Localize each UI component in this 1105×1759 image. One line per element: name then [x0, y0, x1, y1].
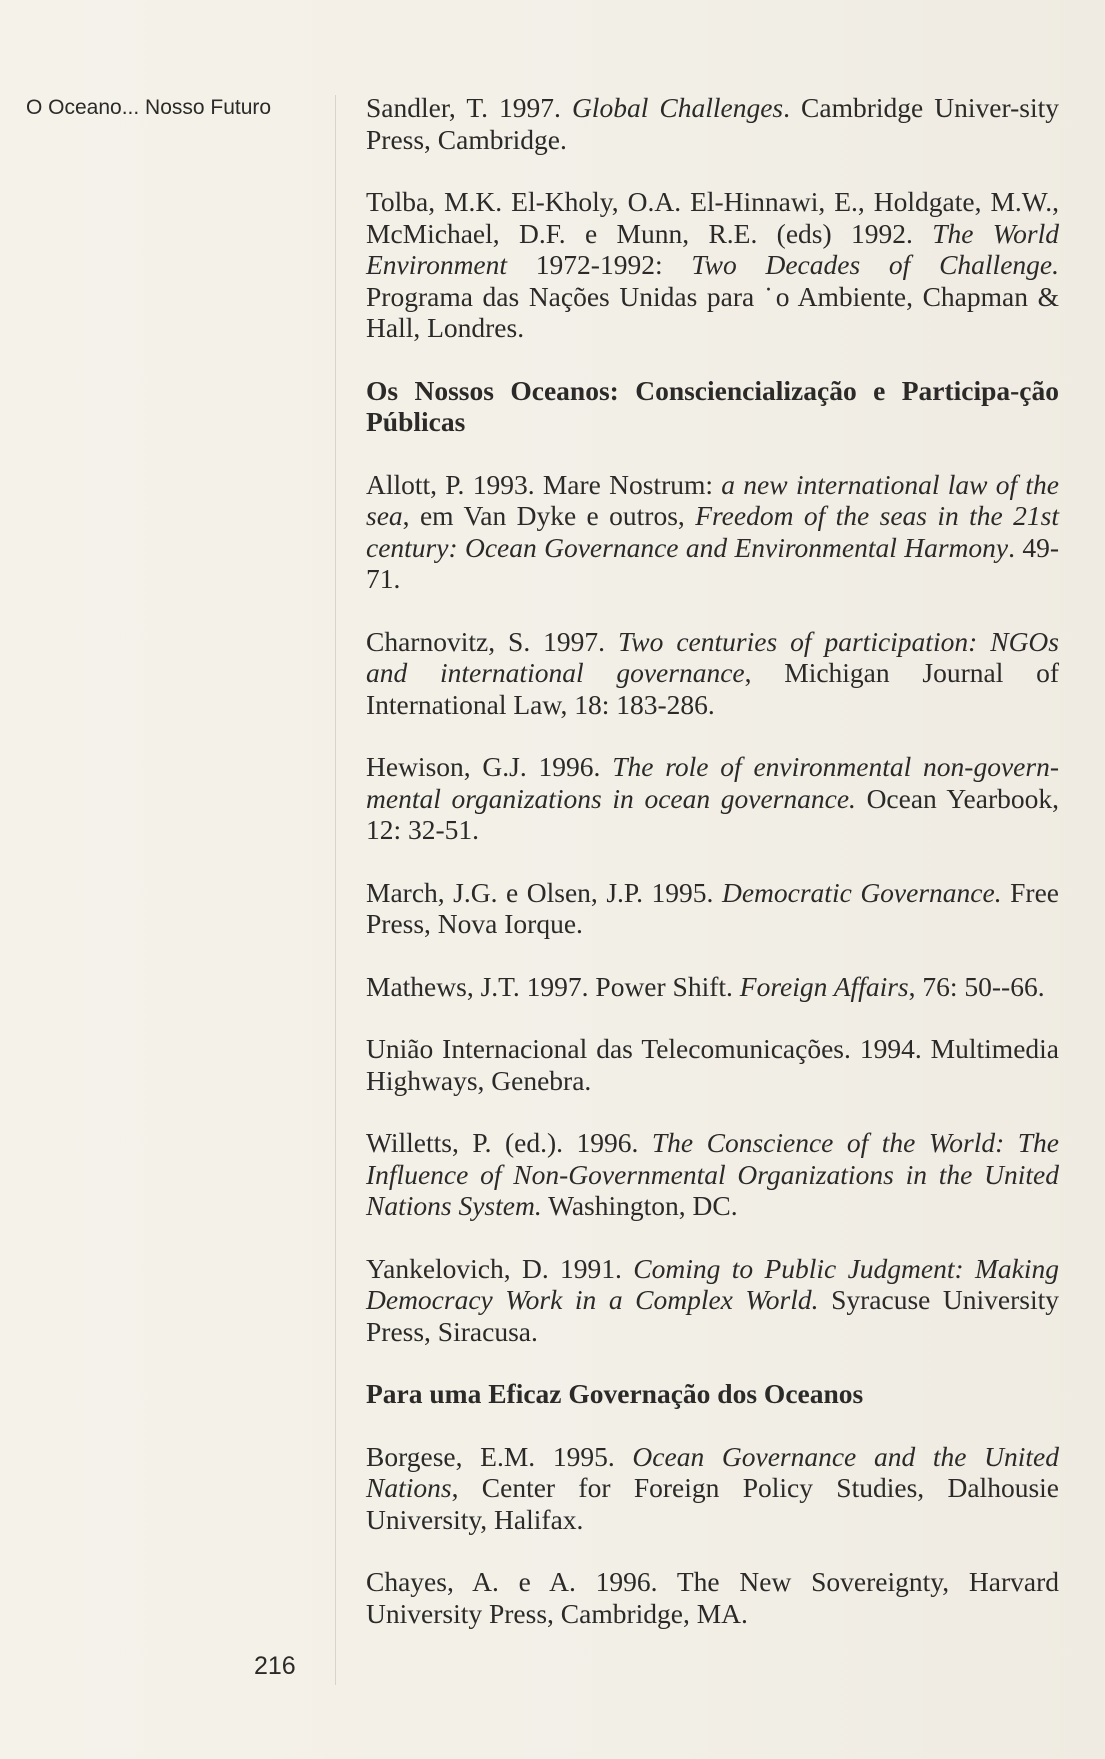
column-divider: [335, 95, 336, 1685]
reference-text: Borgese, E.M. 1995.: [366, 1440, 633, 1472]
reference-entry: [366, 469, 1059, 595]
reference-text: Charnovitz, S. 1997.: [366, 625, 619, 657]
reference-text: União Internacional das Telecomunicações. 1994. Multimedia Highways, Genebra.: [366, 1033, 1059, 1096]
reference-text: . 49-71.: [366, 531, 1059, 594]
reference-text: Chayes, A. e A. 1996. The New Sovereignty, Harvard University Press, Cambridge, MA.: [366, 1566, 1059, 1629]
reference-title-italic: Coming to Public Judgment: Making Democracy Work in a Complex World.: [366, 1252, 1059, 1315]
reference-title-italic: Ocean Governance and the United Nations: [366, 1440, 1059, 1503]
section-heading: Os Nossos Oceanos: Consciencialização e Participa-ção Públicas: [366, 374, 1059, 437]
reference-text: , 76: 50--66.: [908, 970, 1045, 1002]
reference-entry: [366, 92, 1059, 155]
reference-title-italic: Foreign Affairs: [739, 970, 909, 1002]
reference-entry: [366, 1441, 1059, 1536]
reference-title-italic: Two centuries of participation: NGOs and international governance: [366, 625, 1059, 688]
reference-title-italic: The role of environmental non-govern-mental organizations in ocean governance.: [366, 751, 1059, 814]
reference-text: Washington, DC.: [541, 1190, 738, 1221]
reference-text: Programa das Nações Unidas para ˙o Ambiente, Chapman & Hall, Londres.: [366, 280, 1059, 343]
reference-text: . Cambridge Univer-sity Press, Cambridge.: [366, 92, 1059, 155]
reference-text: Allott, P. 1993. Mare Nostrum:: [366, 468, 722, 500]
reference-entry: [366, 1033, 1059, 1096]
reference-title-italic: Two Decades of Challenge.: [691, 249, 1059, 280]
reference-text: Ocean Yearbook, 12: 32-51.: [366, 782, 1059, 845]
reference-entry: [366, 877, 1059, 940]
reference-text: Syracuse University Press, Siracusa.: [366, 1284, 1059, 1347]
reference-entry: [366, 1566, 1059, 1629]
reference-entry: [366, 971, 1059, 1003]
reference-title-italic: Democratic Governance.: [721, 876, 1002, 908]
reference-entry: [366, 626, 1059, 721]
page-number: 216: [254, 1652, 296, 1680]
reference-text: , em Van Dyke e outros,: [402, 500, 696, 531]
section-heading: Para uma Eficaz Governação dos Oceanos: [366, 1378, 864, 1409]
reference-title-italic: Global Challenges: [571, 92, 784, 123]
reference-title-italic: The World Environment: [366, 217, 1059, 280]
reference-text: Mathews, J.T. 1997. Power Shift.: [366, 970, 740, 1002]
reference-entry: [366, 186, 1059, 344]
reference-text: Yankelovich, D. 1991.: [366, 1252, 634, 1284]
bibliography-column: [366, 92, 1059, 1660]
reference-text: 1972-1992:: [507, 249, 692, 280]
reference-text: , Michigan Journal of International Law, 18: 183-286.: [366, 657, 1059, 720]
reference-entry: [366, 1253, 1059, 1348]
reference-title-italic: Freedom of the seas in the 21st century: Ocean Governance and Environmental Harmony: [366, 500, 1059, 563]
reference-text: Willetts, P. (ed.). 1996.: [366, 1127, 652, 1158]
reference-text: , Center for Foreign Policy Studies, Dalhousie University, Halifax.: [366, 1472, 1059, 1535]
reference-title-italic: a new international law of the sea: [366, 468, 1059, 531]
reference-text: Hewison, G.J. 1996.: [366, 751, 613, 782]
reference-text: Tolba, M.K. El-Kholy, O.A. El-Hinnawi, E., Holdgate, M.W., McMichael, D.F. e Munn, R.E. (eds) 1992.: [366, 186, 1059, 249]
reference-text: Sandler, T. 1997.: [366, 92, 572, 123]
reference-title-italic: The Conscience of the World: The Influence of Non-Governmental Organizations in the United Nations System.: [366, 1127, 1059, 1221]
reference-entry: [366, 1127, 1059, 1222]
reference-text: March, J.G. e Olsen, J.P. 1995.: [366, 876, 722, 908]
reference-text: Free Press, Nova Iorque.: [366, 876, 1059, 939]
reference-entry: [366, 751, 1059, 846]
running-head: O Oceano... Nosso Futuro: [26, 96, 272, 119]
